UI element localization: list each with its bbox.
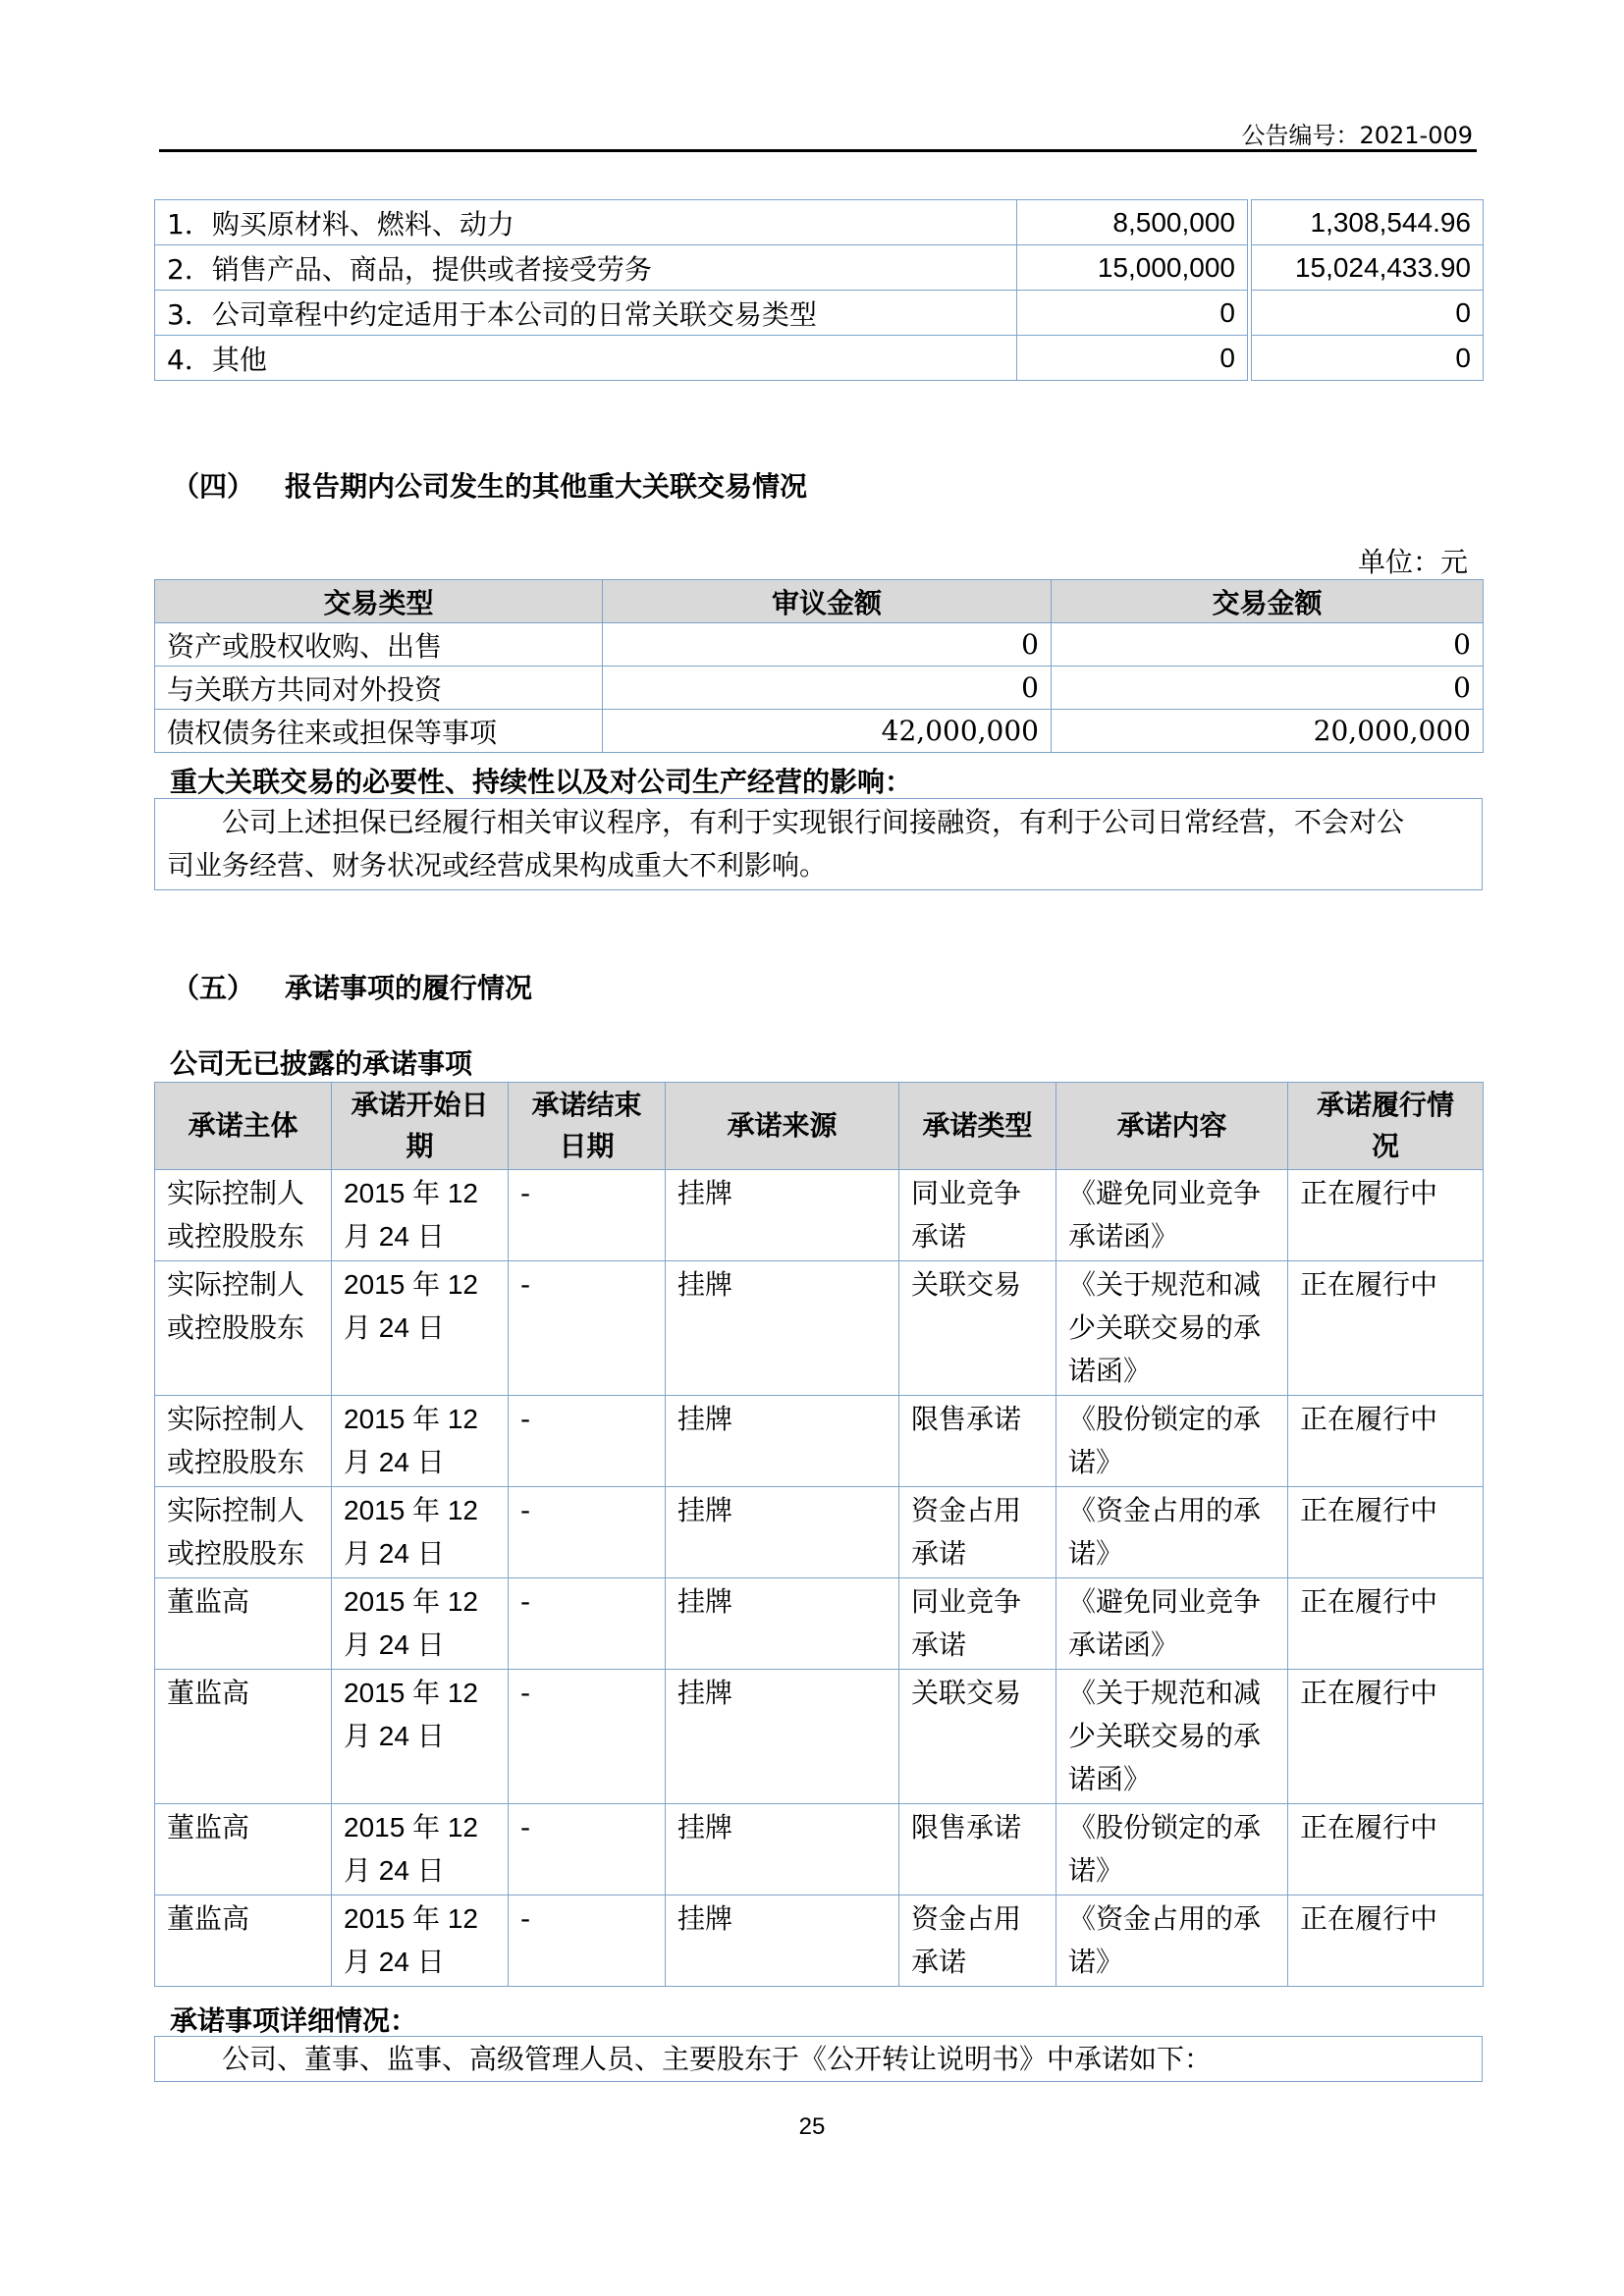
commitment-content: 《避免同业竞争 承诺函》 <box>1056 1578 1288 1670</box>
col-header-subject: 承诺主体 <box>155 1083 332 1170</box>
commitment-start-date: 2015 年 12 月 24 日 <box>332 1804 509 1896</box>
commitment-performance: 正在履行中 <box>1288 1804 1484 1896</box>
col-header-reviewed-amount: 审议金额 <box>603 580 1052 623</box>
commitment-end-date: - <box>509 1670 666 1804</box>
section-5-title: 承诺事项的履行情况 <box>285 972 533 1004</box>
commitment-type: 资金占用 承诺 <box>899 1896 1056 1987</box>
commitment-source: 挂牌 <box>666 1170 899 1261</box>
table-row <box>155 1670 1484 1804</box>
commitment-content: 《股份锁定的承 诺》 <box>1056 1396 1288 1487</box>
table-row <box>155 1261 1484 1396</box>
other-major-related-transactions-table <box>154 579 1484 753</box>
col-header-end-date: 承诺结束 日期 <box>509 1083 666 1170</box>
commitment-source: 挂牌 <box>666 1396 899 1487</box>
col-header-content: 承诺内容 <box>1056 1083 1288 1170</box>
impact-box <box>154 798 1483 890</box>
daily-related-transactions-table <box>154 199 1484 381</box>
commitment-start-date: 2015 年 12 月 24 日 <box>332 1396 509 1487</box>
commitment-subject: 实际控制人 或控股股东 <box>155 1396 332 1487</box>
transaction-category: 1．购买原材料、燃料、动力 <box>155 200 1017 245</box>
estimated-amount: 8,500,000 <box>1017 200 1248 245</box>
transaction-type: 债权债务往来或担保等事项 <box>155 710 603 753</box>
table-row <box>155 245 1484 291</box>
commitment-content: 《资金占用的承 诺》 <box>1056 1487 1288 1578</box>
unit-label: 单位：元 <box>1357 546 1468 578</box>
commitment-subject: 董监高 <box>155 1896 332 1987</box>
commitment-source: 挂牌 <box>666 1670 899 1804</box>
table-row <box>155 336 1484 381</box>
impact-label: 重大关联交易的必要性、持续性以及对公司生产经营的影响： <box>170 766 913 798</box>
commitment-start-date: 2015 年 12 月 24 日 <box>332 1578 509 1670</box>
table-row <box>155 1396 1484 1487</box>
estimated-amount: 0 <box>1017 336 1248 381</box>
commitment-start-date: 2015 年 12 月 24 日 <box>332 1896 509 1987</box>
commitment-subject: 实际控制人 或控股股东 <box>155 1170 332 1261</box>
commitment-end-date: - <box>509 1804 666 1896</box>
commitment-source: 挂牌 <box>666 1896 899 1987</box>
table-row <box>155 200 1484 245</box>
commitment-content: 《关于规范和减 少关联交易的承 诺函》 <box>1056 1261 1288 1396</box>
reviewed-amount: 0 <box>603 667 1052 710</box>
section-4-title: 报告期内公司发生的其他重大关联交易情况 <box>285 470 808 503</box>
commitment-subject: 董监高 <box>155 1670 332 1804</box>
commitment-subject: 实际控制人 或控股股东 <box>155 1487 332 1578</box>
table-row <box>155 1578 1484 1670</box>
reviewed-amount: 0 <box>603 623 1052 667</box>
table-row <box>155 623 1484 667</box>
table-row <box>155 1170 1484 1261</box>
commitments-table <box>154 1082 1484 1987</box>
page-number: 25 <box>798 2113 826 2140</box>
commitment-source: 挂牌 <box>666 1487 899 1578</box>
commitment-end-date: - <box>509 1261 666 1396</box>
transaction-category: 4．其他 <box>155 336 1017 381</box>
commitment-type: 关联交易 <box>899 1261 1056 1396</box>
impact-text-line-2: 司业务经营、财务状况或经营成果构成重大不利影响。 <box>167 849 828 881</box>
transaction-type: 与关联方共同对外投资 <box>155 667 603 710</box>
commitment-end-date: - <box>509 1396 666 1487</box>
commitment-type: 同业竞争 承诺 <box>899 1578 1056 1670</box>
col-header-performance: 承诺履行情 况 <box>1288 1083 1484 1170</box>
actual-amount: 15,024,433.90 <box>1252 245 1484 291</box>
commitment-subtitle: 公司无已披露的承诺事项 <box>170 1047 473 1080</box>
commitment-performance: 正在履行中 <box>1288 1170 1484 1261</box>
commitment-type: 同业竞争 承诺 <box>899 1170 1056 1261</box>
commitment-performance: 正在履行中 <box>1288 1670 1484 1804</box>
transaction-category: 3．公司章程中约定适用于本公司的日常关联交易类型 <box>155 291 1017 336</box>
col-header-start-date: 承诺开始日 期 <box>332 1083 509 1170</box>
commitment-subject: 实际控制人 或控股股东 <box>155 1261 332 1396</box>
commitment-performance: 正在履行中 <box>1288 1261 1484 1396</box>
col-header-type: 承诺类型 <box>899 1083 1056 1170</box>
commitment-performance: 正在履行中 <box>1288 1578 1484 1670</box>
estimated-amount: 0 <box>1017 291 1248 336</box>
table-row <box>155 1896 1484 1987</box>
commitment-end-date: - <box>509 1896 666 1987</box>
commitment-start-date: 2015 年 12 月 24 日 <box>332 1261 509 1396</box>
table-row <box>155 1804 1484 1896</box>
commitment-start-date: 2015 年 12 月 24 日 <box>332 1670 509 1804</box>
commitment-detail-label: 承诺事项详细情况： <box>170 2004 418 2037</box>
commitment-performance: 正在履行中 <box>1288 1396 1484 1487</box>
commitment-type: 限售承诺 <box>899 1804 1056 1896</box>
commitment-detail-box <box>154 2036 1483 2082</box>
table-row <box>155 667 1484 710</box>
commitment-source: 挂牌 <box>666 1804 899 1896</box>
commitment-content: 《关于规范和减 少关联交易的承 诺函》 <box>1056 1670 1288 1804</box>
header-rule <box>159 149 1477 152</box>
commitment-subject: 董监高 <box>155 1578 332 1670</box>
commitment-type: 关联交易 <box>899 1670 1056 1804</box>
commitment-type: 限售承诺 <box>899 1396 1056 1487</box>
commitment-content: 《资金占用的承 诺》 <box>1056 1896 1288 1987</box>
actual-amount: 1,308,544.96 <box>1252 200 1484 245</box>
commitment-source: 挂牌 <box>666 1578 899 1670</box>
announcement-number: 公告编号：2021-009 <box>1241 122 1473 149</box>
actual-amount: 0 <box>1252 291 1484 336</box>
commitment-content: 《股份锁定的承 诺》 <box>1056 1804 1288 1896</box>
commitment-source: 挂牌 <box>666 1261 899 1396</box>
table-row <box>155 291 1484 336</box>
transaction-amount: 20,000,000 <box>1052 710 1484 753</box>
table-row <box>155 1487 1484 1578</box>
commitment-end-date: - <box>509 1170 666 1261</box>
impact-text-line-1: 公司上述担保已经履行相关审议程序，有利于实现银行间接融资，有利于公司日常经营，不会对公 <box>222 806 1405 838</box>
commitment-end-date: - <box>509 1487 666 1578</box>
actual-amount: 0 <box>1252 336 1484 381</box>
commitment-type: 资金占用 承诺 <box>899 1487 1056 1578</box>
commitment-content: 《避免同业竞争 承诺函》 <box>1056 1170 1288 1261</box>
col-header-source: 承诺来源 <box>666 1083 899 1170</box>
commitment-subject: 董监高 <box>155 1804 332 1896</box>
col-header-transaction-type: 交易类型 <box>155 580 603 623</box>
commitment-performance: 正在履行中 <box>1288 1896 1484 1987</box>
transaction-amount: 0 <box>1052 623 1484 667</box>
section-4-number: （四） <box>172 470 255 503</box>
transaction-type: 资产或股权收购、出售 <box>155 623 603 667</box>
section-5-number: （五） <box>172 972 255 1004</box>
transaction-category: 2．销售产品、商品，提供或者接受劳务 <box>155 245 1017 291</box>
col-header-transaction-amount: 交易金额 <box>1052 580 1484 623</box>
commitment-start-date: 2015 年 12 月 24 日 <box>332 1487 509 1578</box>
commitment-performance: 正在履行中 <box>1288 1487 1484 1578</box>
commitment-end-date: - <box>509 1578 666 1670</box>
commitment-start-date: 2015 年 12 月 24 日 <box>332 1170 509 1261</box>
estimated-amount: 15,000,000 <box>1017 245 1248 291</box>
reviewed-amount: 42,000,000 <box>603 710 1052 753</box>
transaction-amount: 0 <box>1052 667 1484 710</box>
commitment-detail-text: 公司、董事、监事、高级管理人员、主要股东于《公开转让说明书》中承诺如下： <box>222 2043 1213 2075</box>
table-row <box>155 710 1484 753</box>
